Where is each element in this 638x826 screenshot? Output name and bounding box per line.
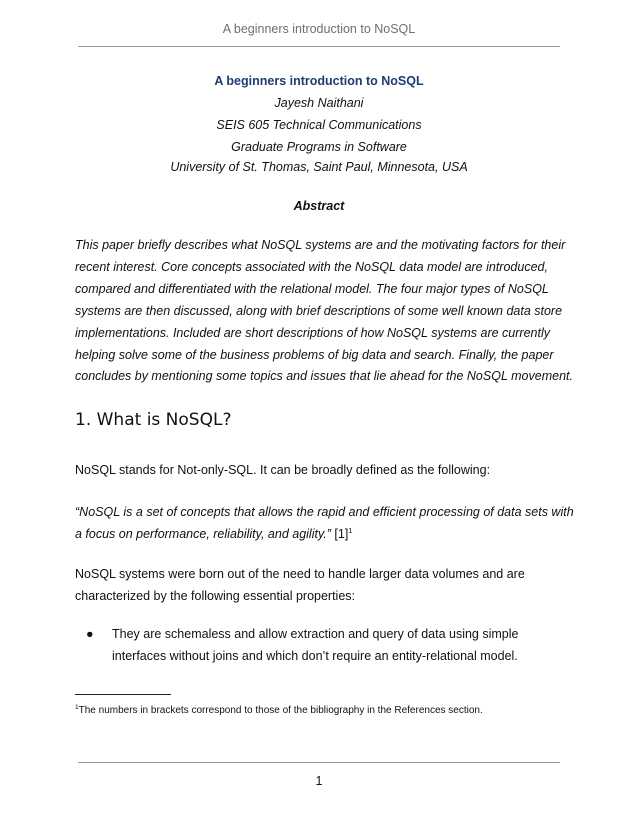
paper-title: A beginners introduction to NoSQL	[214, 74, 424, 88]
page-number: 1	[315, 774, 323, 788]
program-name: Graduate Programs in Software	[231, 140, 407, 154]
list-item-text: They are schemaless and allow extraction and query of data using simple interfaces without joins and which don’t require an entity-relational model.	[112, 627, 519, 663]
definition-quote-paragraph	[75, 501, 575, 545]
author-name: Jayesh Naithani	[274, 96, 364, 110]
footnote	[75, 704, 575, 718]
citation-reference: [1]	[330, 527, 349, 541]
footnote-mark: 1	[75, 704, 79, 711]
definition-quote: “NoSQL is a set of concepts that allows the rapid and efficient processing of data sets with a focus on performance, reliability, and agility.”	[75, 505, 574, 541]
abstract-text: This paper briefly describes what NoSQL systems are and the motivating factors for their recent interest. Core concepts associated with the NoSQL data model are introduced, compared and differentiated with the relational model. The four major types of NoSQL systems are then discussed, along with brief descriptions of some well known data store implementations. Included are short descriptions of how NoSQL systems are currently helping solve some of the business problems of big data and search. Finally, the paper concludes by mentioning some topics and issues that lie ahead for the NoSQL movement.	[75, 238, 573, 384]
section-heading: 1. What is NoSQL?	[75, 410, 232, 430]
running-header: A beginners introduction to NoSQL	[222, 22, 416, 36]
definition-intro-paragraph: NoSQL stands for Not-only-SQL. It can be broadly defined as the following:	[75, 463, 491, 477]
abstract-heading: Abstract	[293, 199, 345, 213]
header-rule	[78, 46, 560, 47]
course-name: SEIS 605 Technical Communications	[216, 118, 422, 132]
bullet-icon: ●	[86, 627, 94, 641]
institution-name: University of St. Thomas, Saint Paul, Minnesota, USA	[170, 160, 468, 174]
footnote-marker: 1	[348, 526, 353, 535]
footer-rule	[78, 762, 560, 763]
footnote-text: The numbers in brackets correspond to those of the bibliography in the References section.	[78, 705, 483, 716]
footnote-separator	[75, 694, 171, 695]
properties-intro-paragraph: NoSQL systems were born out of the need to handle larger data volumes and are characterized by the following essential properties:	[75, 567, 525, 603]
